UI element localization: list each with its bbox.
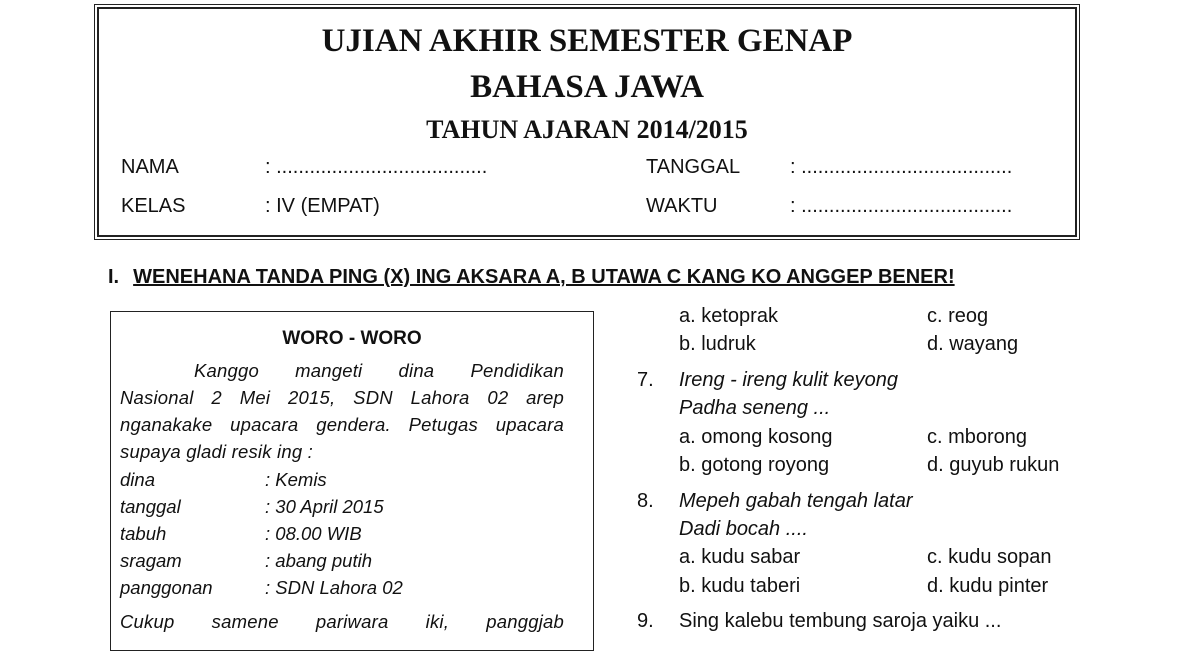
detail-label-date: tanggal bbox=[120, 496, 181, 517]
detail-label-place: panggonan bbox=[120, 577, 213, 598]
name-value: : ...................................... bbox=[265, 156, 488, 178]
q8-question: Mepeh gabah tengah latar bbox=[679, 490, 913, 512]
class-value: : IV (EMPAT) bbox=[265, 195, 380, 217]
q7-option-b: b. gotong royong bbox=[679, 454, 830, 476]
detail-value-date: : 30 April 2015 bbox=[265, 496, 384, 517]
q7-question: Ireng - ireng kulit keyong bbox=[679, 369, 899, 391]
q7-option-a: a. omong kosong bbox=[679, 426, 833, 448]
time-label: WAKTU bbox=[646, 195, 718, 217]
subject-title: BAHASA JAWA bbox=[470, 69, 704, 105]
q6-option-c: c. reog bbox=[927, 305, 989, 327]
detail-label-day: dina bbox=[120, 469, 155, 490]
exam-title: UJIAN AKHIR SEMESTER GENAP bbox=[321, 23, 853, 59]
q8-option-a: a. kudu sabar bbox=[679, 546, 801, 568]
q6-option-b: b. ludruk bbox=[679, 333, 756, 355]
q9-question: Sing kalebu tembung saroja yaiku ... bbox=[679, 610, 1002, 632]
q7-number: 7. bbox=[637, 369, 654, 391]
announcement-line: Kanggo mangeti dina Pendidikan bbox=[194, 360, 564, 381]
announcement-line: nganakake upacara gendera. Petugas upacara bbox=[120, 414, 564, 435]
announcement-line: supaya gladi resik ing : bbox=[120, 441, 313, 462]
announcement-box bbox=[110, 311, 594, 651]
q6-option-d: d. wayang bbox=[927, 333, 1019, 355]
announcement-closing: Cukup samene pariwara iki, panggjab bbox=[120, 611, 564, 632]
q8-option-d: d. kudu pinter bbox=[927, 575, 1049, 597]
q7-option-d: d. guyub rukun bbox=[927, 454, 1060, 476]
detail-value-day: : Kemis bbox=[265, 469, 327, 490]
detail-value-time: : 08.00 WIB bbox=[265, 523, 362, 544]
q8-option-b: b. kudu taberi bbox=[679, 575, 801, 597]
school-year: TAHUN AJARAN 2014/2015 bbox=[426, 115, 748, 144]
q7-option-c: c. mborong bbox=[927, 426, 1028, 448]
section-heading bbox=[108, 266, 955, 289]
time-value: : ...................................... bbox=[790, 195, 1013, 217]
q8-option-c: c. kudu sopan bbox=[927, 546, 1052, 568]
detail-label-uniform: sragam bbox=[120, 550, 182, 571]
detail-value-place: : SDN Lahora 02 bbox=[265, 577, 403, 598]
q9-number: 9. bbox=[637, 610, 654, 632]
q8-question-line2: Dadi bocah .... bbox=[679, 518, 808, 540]
detail-label-time: tabuh bbox=[120, 523, 167, 544]
announcement-line: Nasional 2 Mei 2015, SDN Lahora 02 arep bbox=[120, 387, 564, 408]
section-instruction: WENEHANA TANDA PING (X) ING AKSARA A, B UTAWA C KANG KO ANGGEP BENER! bbox=[133, 266, 955, 288]
date-label: TANGGAL bbox=[646, 156, 741, 178]
section-number: I. bbox=[108, 266, 120, 288]
q8-number: 8. bbox=[637, 490, 654, 512]
detail-value-uniform: : abang putih bbox=[265, 550, 372, 571]
q6-option-a: a. ketoprak bbox=[679, 305, 778, 327]
announcement-title: WORO - WORO bbox=[282, 328, 422, 349]
exam-header-box bbox=[97, 7, 1077, 237]
name-label: NAMA bbox=[121, 156, 179, 178]
q7-question-line2: Padha seneng ... bbox=[679, 397, 831, 419]
class-label: KELAS bbox=[121, 195, 186, 217]
date-value: : ...................................... bbox=[790, 156, 1013, 178]
